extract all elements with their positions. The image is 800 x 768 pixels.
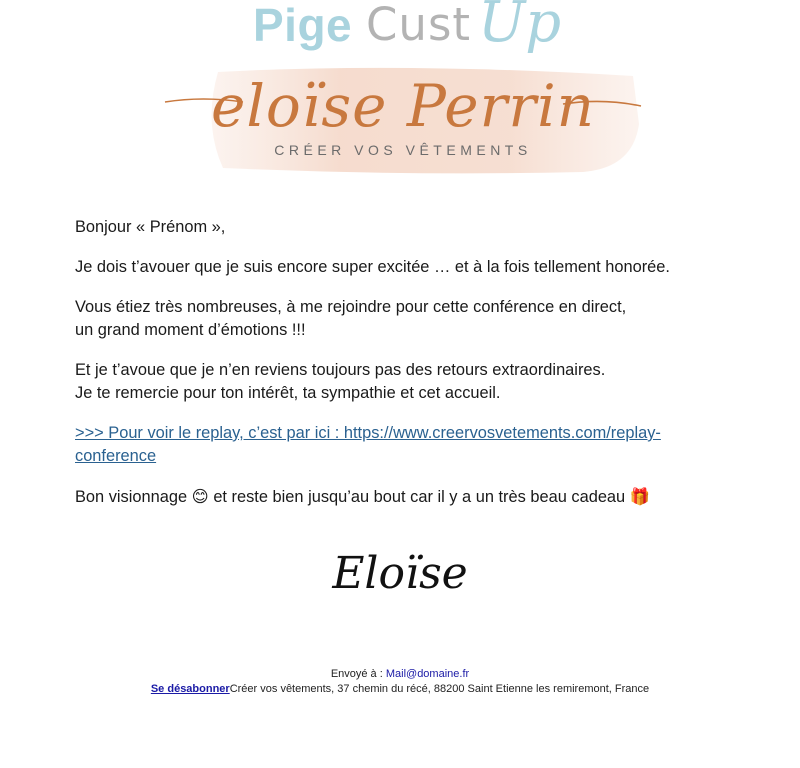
company-address: Créer vos vêtements, 37 chemin du récé, 88200 Saint Etienne les remiremont, France (229, 683, 650, 695)
replay-link[interactable]: >>> Pour voir le replay, c’est par ici : https://www.creervosvetements.com/replay-conference (75, 424, 661, 465)
brand-up-text: Up (478, 0, 562, 55)
sent-to-email-link[interactable]: Mail@domaine.fr (385, 668, 470, 680)
unsubscribe-line (0, 682, 800, 697)
logo-name: eloïse Perrin (211, 72, 595, 140)
email-footer (0, 667, 800, 697)
smile-icon: 😊 (191, 487, 209, 506)
eloise-perrin-logo (163, 64, 643, 176)
sent-to-label: Envoyé à : (330, 668, 383, 680)
gift-icon: 🎁 (629, 487, 651, 506)
paragraph-excitement: Je dois t’avouer que je suis encore super excitée … et à la fois tellement honorée. (75, 258, 670, 276)
email-body (75, 216, 735, 526)
greeting: Bonjour « Prénom », (75, 218, 226, 236)
unsubscribe-link[interactable]: Se désabonner (150, 683, 230, 695)
paragraph-replay (75, 422, 735, 468)
paragraph-conference-line1: Vous étiez très nombreuses, à me rejoindre pour cette conférence en direct, (75, 298, 627, 316)
paragraph-conference (75, 296, 735, 342)
closing-text-end: et reste bien jusqu’au bout car il y a un très beau cadeau (213, 488, 626, 506)
brand-cust-text: Cust (366, 0, 472, 51)
brand-pige-text: Pige (253, 0, 353, 51)
paragraph-thanks-line1: Et je t’avoue que je n’en reviens toujours pas des retours extraordinaires. (75, 361, 606, 379)
logo-tagline: CRÉER VOS VÊTEMENTS (274, 142, 532, 158)
brand-header (0, 0, 800, 60)
closing-text-start: Bon visionnage (75, 488, 188, 506)
signature: Eloïse (332, 548, 468, 599)
paragraph-thanks-line2: Je te remercie pour ton intérêt, ta sympathie et cet accueil. (75, 384, 501, 402)
paragraph-conference-line2: un grand moment d’émotions !!! (75, 321, 306, 339)
sent-to-line (0, 667, 800, 682)
paragraph-thanks (75, 359, 735, 405)
paragraph-closing (75, 485, 735, 509)
